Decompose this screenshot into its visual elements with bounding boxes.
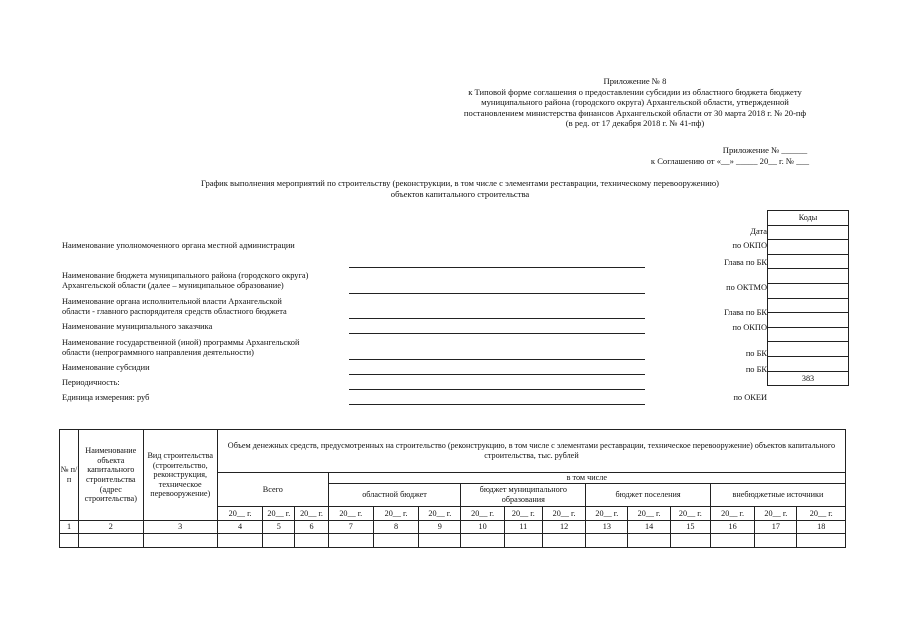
code-cell[interactable]: [768, 254, 849, 269]
schedule-table: [59, 429, 846, 548]
table-cell[interactable]: [586, 534, 628, 548]
attachment-agreement-ref: к Соглашению от «__» _____ 20__ г. № ___: [650, 155, 810, 166]
table-cell[interactable]: [328, 534, 373, 548]
code-cell[interactable]: [768, 269, 849, 284]
column-number: 5: [263, 521, 295, 534]
column-number: 8: [373, 521, 418, 534]
header-regional-budget: областной бюджет: [328, 484, 461, 507]
field-executive-label-1: Наименование органа исполнительной власти Архангельской: [62, 297, 282, 306]
table-cell[interactable]: [143, 534, 217, 548]
header-including: в том числе: [328, 473, 845, 484]
field-program-label-1: Наименование государственной (иной) программы Архангельской: [62, 338, 300, 347]
column-number: 7: [328, 521, 373, 534]
code-cell[interactable]: [768, 225, 849, 240]
field-budget-label-1: Наименование бюджета муниципального района (городского округа): [62, 271, 309, 280]
year-header: 20__ г.: [670, 507, 710, 521]
appendix-header: [380, 76, 890, 129]
year-header: 20__ г.: [419, 507, 461, 521]
column-number: 17: [755, 521, 797, 534]
column-number: 10: [461, 521, 504, 534]
label-okei: по ОКЕИ: [733, 393, 767, 402]
code-cell[interactable]: 383: [768, 371, 849, 386]
table-cell[interactable]: [542, 534, 585, 548]
field-subsidy-label: Наименование субсидии: [62, 363, 150, 372]
code-cell[interactable]: [768, 342, 849, 357]
year-header: 20__ г.: [263, 507, 295, 521]
codes-table: [767, 210, 849, 386]
year-header: 20__ г.: [217, 507, 262, 521]
code-cell[interactable]: [768, 313, 849, 328]
field-periodicity-input[interactable]: [349, 389, 645, 390]
attachment-number: Приложение № ______: [722, 145, 808, 155]
field-unit-label: Единица измерения: руб: [62, 393, 150, 402]
code-cell[interactable]: [768, 240, 849, 255]
header-settlement-budget: бюджет поселения: [586, 484, 711, 507]
year-header: 20__ г.: [628, 507, 670, 521]
label-okpo: по ОКПО: [732, 323, 767, 332]
year-header: 20__ г.: [461, 507, 504, 521]
label-bk: по БК: [745, 365, 767, 374]
label-oktmo: по ОКТМО: [726, 283, 767, 292]
column-number: 4: [217, 521, 262, 534]
table-cell[interactable]: [295, 534, 328, 548]
year-header: 20__ г.: [755, 507, 797, 521]
code-cell[interactable]: [768, 327, 849, 342]
field-program-label-2: области (непрограммного направления деятельности): [62, 348, 254, 357]
column-number: 14: [628, 521, 670, 534]
year-header: 20__ г.: [710, 507, 754, 521]
year-header: 20__ г.: [295, 507, 328, 521]
code-cell[interactable]: [768, 298, 849, 313]
column-number: 1: [60, 521, 79, 534]
header-object-name: Наименование объекта капитального строительства (адрес строительства): [79, 430, 143, 521]
table-cell[interactable]: [263, 534, 295, 548]
table-cell[interactable]: [373, 534, 418, 548]
column-number: 13: [586, 521, 628, 534]
field-budget-label-2: Архангельской области (далее – муниципальное образование): [62, 281, 284, 290]
field-customer-input[interactable]: [349, 333, 645, 334]
field-executive-label-2: области - главного распорядителя средств областного бюджета: [62, 307, 287, 316]
header-municipal-budget: бюджет муниципального образования: [461, 484, 586, 507]
header-extrabudget: внебюджетные источники: [710, 484, 845, 507]
header-total: Всего: [217, 473, 328, 507]
header-funds: Объем денежных средств, предусмотренных на строительство (реконструкцию, в том числе с элементами реставрации, техническое перевооружение) объектов капитального строительства, тыс. рублей: [217, 430, 845, 473]
field-subsidy-input[interactable]: [349, 374, 645, 375]
title-line-2: объектов капитального строительства: [390, 188, 530, 199]
column-number: 12: [542, 521, 585, 534]
label-date: Дата: [750, 227, 767, 236]
label-glava-bk: Глава по БК: [724, 258, 767, 267]
field-unit-input[interactable]: [349, 404, 645, 405]
field-authority-input[interactable]: [349, 267, 645, 268]
column-number: 11: [504, 521, 542, 534]
column-number: 16: [710, 521, 754, 534]
table-cell[interactable]: [710, 534, 754, 548]
table-cell[interactable]: [504, 534, 542, 548]
appendix-header-line: постановлением министерства финансов Архангельской области от 30 марта 2018 г. № 20-пф: [463, 107, 807, 118]
table-cell[interactable]: [60, 534, 79, 548]
table-cell[interactable]: [217, 534, 262, 548]
column-number: 2: [79, 521, 143, 534]
column-number: 3: [143, 521, 217, 534]
field-authority-label: Наименование уполномоченного органа местной администрации: [62, 241, 295, 250]
appendix-header-line: муниципального района (городского округа) Архангельской области, утвержденной: [481, 97, 789, 108]
appendix-header-line: Приложение № 8: [603, 76, 667, 86]
table-cell[interactable]: [797, 534, 846, 548]
field-budget-input[interactable]: [349, 293, 645, 294]
label-okpo: по ОКПО: [732, 241, 767, 250]
column-number: 18: [797, 521, 846, 534]
year-header: 20__ г.: [328, 507, 373, 521]
label-bk: по БК: [745, 349, 767, 358]
year-header: 20__ г.: [797, 507, 846, 521]
year-header: 20__ г.: [542, 507, 585, 521]
field-program-input[interactable]: [349, 359, 645, 360]
column-number-row: [60, 521, 846, 534]
title-line-1: График выполнения мероприятий по строительству (реконструкции, в том числе с элементами реставрации, техническому перевооружению): [201, 178, 719, 188]
appendix-header-line: к Типовой форме соглашения о предоставлении субсидии из областного бюджета бюджету: [468, 86, 802, 97]
table-cell[interactable]: [755, 534, 797, 548]
column-number: 9: [419, 521, 461, 534]
table-cell[interactable]: [79, 534, 143, 548]
field-periodicity-label: Периодичность:: [62, 378, 120, 387]
table-cell[interactable]: [628, 534, 670, 548]
year-header: 20__ г.: [586, 507, 628, 521]
label-glava-bk: Глава по БК: [724, 308, 767, 317]
column-number: 15: [670, 521, 710, 534]
year-header: 20__ г.: [504, 507, 542, 521]
appendix-header-line: (в ред. от 17 декабря 2018 г. № 41-пф): [565, 118, 705, 129]
table-cell[interactable]: [670, 534, 710, 548]
document-title: [100, 178, 820, 199]
code-cell[interactable]: [768, 356, 849, 371]
code-cell[interactable]: [768, 283, 849, 298]
year-header: 20__ г.: [373, 507, 418, 521]
field-customer-label: Наименование муниципального заказчика: [62, 322, 213, 331]
table-row: [60, 534, 846, 548]
header-row-number: № п/п: [60, 430, 79, 521]
agreement-attachment: [560, 145, 900, 166]
table-cell[interactable]: [419, 534, 461, 548]
field-executive-input[interactable]: [349, 318, 645, 319]
header-construction-type: Вид строительства (строительство, реконструкция, техническое перевооружение): [143, 430, 217, 521]
table-cell[interactable]: [461, 534, 504, 548]
codes-header: Коды: [768, 211, 849, 226]
column-number: 6: [295, 521, 328, 534]
